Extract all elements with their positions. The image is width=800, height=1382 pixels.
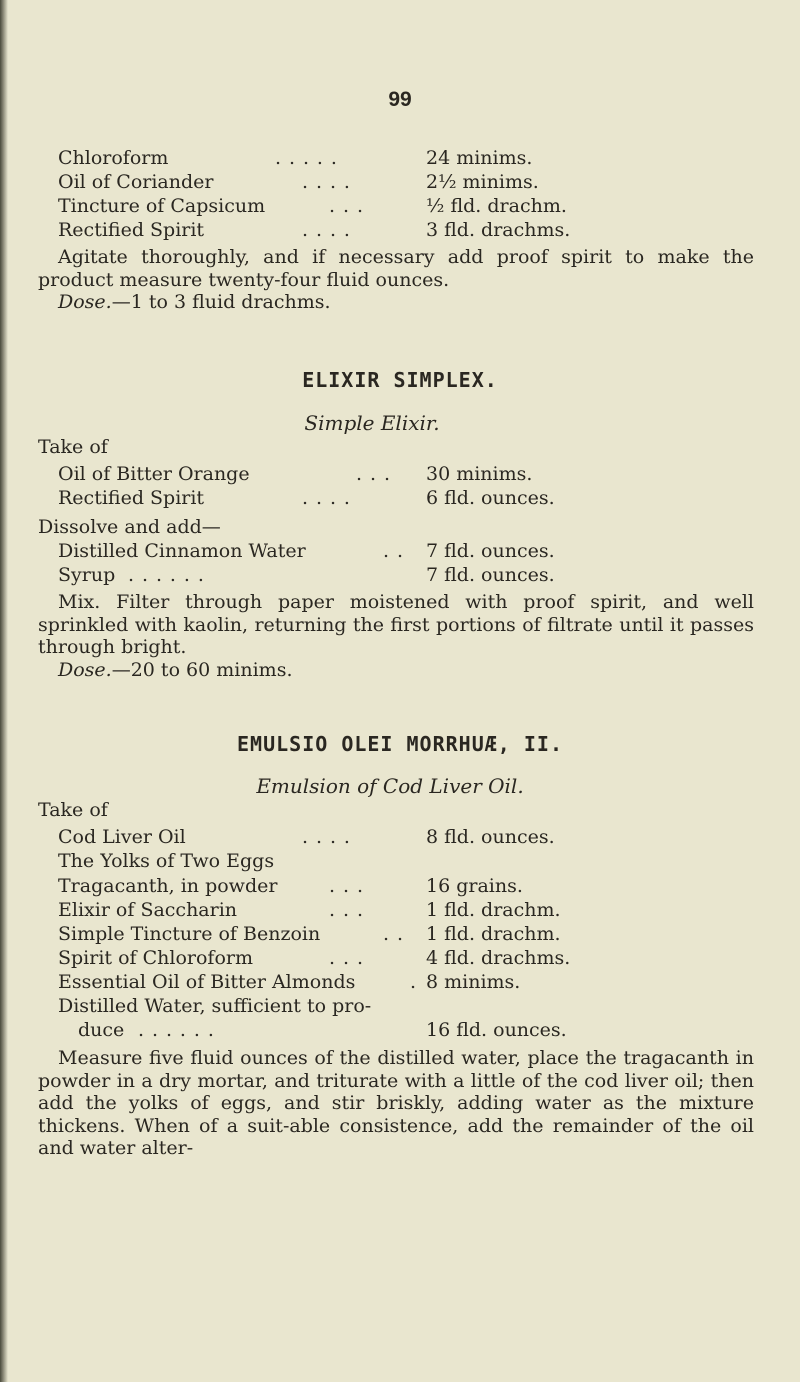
dissolve-label: Dissolve and add— [38, 516, 221, 538]
dot-leader: . . . [329, 195, 364, 217]
recipe-subtitle: Emulsion of Cod Liver Oil. [256, 774, 524, 798]
ingredient-name: Rectified Spirit [58, 487, 205, 509]
ingredient-name: Tincture of Capsicum [58, 195, 266, 217]
ingredient-quantity: 4 fld. drachms. [426, 947, 571, 969]
page-number: 99 [388, 88, 412, 111]
ingredient-name: duce [78, 1019, 125, 1041]
dot-leader: . . . . . [275, 147, 338, 169]
dot-leader: . . . [329, 875, 364, 897]
ingredient-quantity: 6 fld. ounces. [426, 487, 555, 509]
ingredient-name: Distilled Cinnamon Water [58, 540, 306, 562]
dot-leader: . [410, 971, 417, 993]
recipe-subtitle: Simple Elixir. [304, 411, 440, 435]
ingredient-name: Rectified Spirit [58, 219, 205, 241]
ingredient-name: Essential Oil of Bitter Almonds [58, 971, 356, 993]
dose-text: —20 to 60 minims. [111, 659, 293, 681]
dot-leader: . . . . [302, 487, 351, 509]
ingredient-quantity: 3 fld. drachms. [426, 219, 571, 241]
take-of-label: Take of [38, 436, 108, 458]
instructions-paragraph: Agitate thoroughly, and if necessary add proof spirit to make the product measure twenty-four fluid ounces. [38, 246, 754, 291]
dot-leader: . . . [329, 899, 364, 921]
ingredient-name: The Yolks of Two Eggs [58, 850, 275, 872]
ingredient-name: Oil of Coriander [58, 171, 214, 193]
dot-leader: . . . . . . [128, 564, 205, 586]
ingredient-name: Spirit of Chloroform [58, 947, 253, 969]
ingredient-quantity: 2½ minims. [426, 171, 539, 193]
dose-text: —1 to 3 fluid drachms. [111, 291, 331, 313]
dot-leader: . . . . [302, 826, 351, 848]
ingredient-quantity: 16 grains. [426, 875, 523, 897]
ingredient-name: Chloroform [58, 147, 169, 169]
ingredient-name: Tragacanth, in powder [58, 875, 278, 897]
dot-leader: . . . [356, 463, 391, 485]
ingredient-quantity: 8 minims. [426, 971, 521, 993]
ingredient-quantity: 7 fld. ounces. [426, 564, 555, 586]
ingredient-name: Syrup [58, 564, 116, 586]
instructions-paragraph: Measure five fluid ounces of the distilled water, place the tragacanth in powder in a dry mortar, and triturate with a little of the cod liver oil; then add the yolks of eggs, and stir briskly, adding water as the mixture thickens. When of a suit-able consistence, add the remainder of the oil and water alter- [38, 1047, 754, 1159]
recipe-heading: EMULSIO OLEI MORRHUÆ, II. [236, 732, 564, 756]
recipe-heading: ELIXIR SIMPLEX. [302, 368, 498, 392]
ingredient-quantity: 1 fld. drachm. [426, 923, 561, 945]
take-of-label: Take of [38, 799, 108, 821]
ingredient-quantity: 24 minims. [426, 147, 533, 169]
ingredient-quantity: 1 fld. drachm. [426, 899, 561, 921]
ingredient-name: Elixir of Saccharin [58, 899, 238, 921]
dot-leader: . . [383, 540, 404, 562]
dot-leader: . . . . . . [138, 1019, 215, 1041]
ingredient-name: Simple Tincture of Benzoin [58, 923, 321, 945]
dose-label: Dose. [58, 659, 112, 681]
page-edge-shadow [0, 0, 8, 1382]
dose-line [58, 659, 758, 682]
ingredient-quantity: ½ fld. drachm. [426, 195, 567, 217]
instructions-paragraph: Mix. Filter through paper moistened with proof spirit, and well sprinkled with kaolin, returning the first portions of filtrate until it passes through bright. [38, 591, 754, 658]
ingredient-quantity: 8 fld. ounces. [426, 826, 555, 848]
dot-leader: . . [383, 923, 404, 945]
ingredient-name: Cod Liver Oil [58, 826, 186, 848]
ingredient-quantity: 16 fld. ounces. [426, 1019, 567, 1041]
ingredient-quantity: 30 minims. [426, 463, 533, 485]
dot-leader: . . . . [302, 219, 351, 241]
ingredient-name: Distilled Water, sufficient to pro- [58, 995, 372, 1017]
dot-leader: . . . [329, 947, 364, 969]
dose-line [58, 291, 758, 314]
ingredient-name: Oil of Bitter Orange [58, 463, 250, 485]
dot-leader: . . . . [302, 171, 351, 193]
dose-label: Dose. [58, 291, 112, 313]
ingredient-quantity: 7 fld. ounces. [426, 540, 555, 562]
